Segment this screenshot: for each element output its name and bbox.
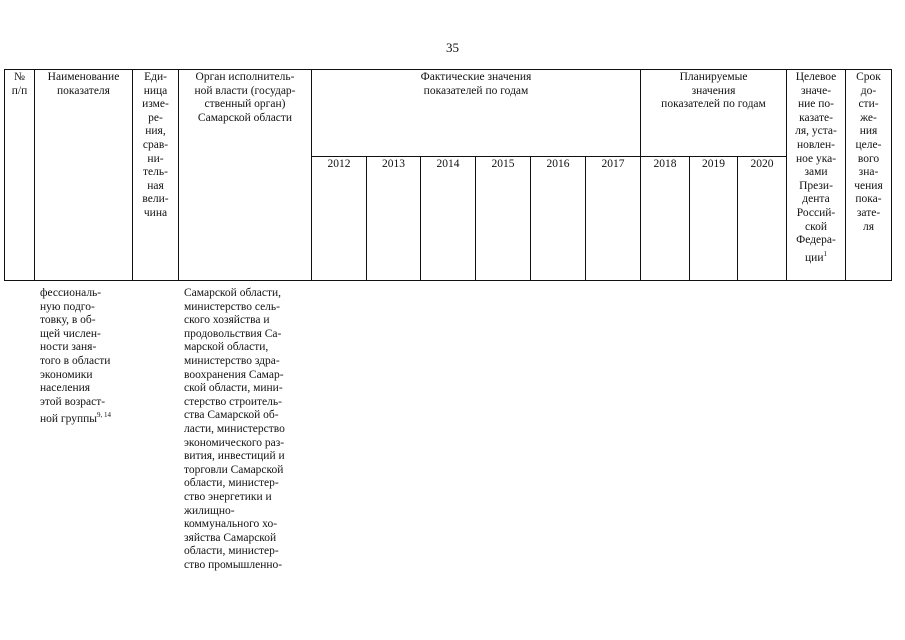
- col-divider: [34, 69, 35, 281]
- authority-cell: Самарской области, министерство сель- ского хозяйства и продовольствия Са- марской области, министерство здра- воохранения Самар- ской области, мини- стерство строитель- ства Самарской об- ласти, министерство экономического раз- вития, инвестиций и торговли Самарской области, министер- ство энергетики и жилищно- коммунального хо- зяйства Самарской области, министер- ство промышленно-: [184, 287, 285, 571]
- year-cell: 2016: [546, 158, 570, 170]
- footnote-ref: 9, 14: [97, 411, 112, 420]
- table-header: [4, 69, 892, 281]
- header-no: № п/п: [11, 71, 28, 97]
- year-divider: [530, 156, 531, 281]
- header-authority: Орган исполнитель- ной власти (государ- ственный орган) Самарской области: [194, 71, 296, 124]
- col-divider: [891, 69, 892, 281]
- header-target-value: [787, 71, 845, 279]
- year-cell: 2012: [327, 158, 351, 170]
- year-cell: 2020: [750, 158, 774, 170]
- year-cell: 2013: [382, 158, 405, 170]
- year-cell: 2019: [702, 158, 725, 170]
- year-divider: [689, 156, 690, 281]
- year-divider: [420, 156, 421, 281]
- page-number: 35: [446, 40, 459, 55]
- header-indicator-name: Наименование показателя: [47, 71, 120, 97]
- col-divider: [311, 69, 312, 281]
- year-cell: 2015: [491, 158, 515, 170]
- year-divider: [475, 156, 476, 281]
- header-unit: Еди- ница изме- ре- ния, срав- ни- тель- ная вели- чина: [142, 71, 169, 219]
- footnote-ref: 1: [823, 249, 827, 258]
- header-actual-values: Фактические значения показателей по годам: [420, 71, 532, 97]
- header-deadline: Срок до- сти- же- ния целе- вого зна- чения пока- зате- ля: [854, 71, 883, 233]
- year-cell: 2018: [653, 158, 677, 170]
- table-header-bottom-border: [4, 280, 892, 281]
- header-planned-values: Планируемые значения показателей по годам: [661, 71, 766, 111]
- header-target-text: Целевое значе- ние по- казате- ля, уста- новлен- ное ука- зами Прези- дента Россий- ской Федера- ции: [795, 71, 837, 264]
- year-divider: [366, 156, 367, 281]
- table-top-border: [4, 69, 892, 70]
- year-divider: [585, 156, 586, 281]
- indicator-name-cell: [40, 287, 132, 427]
- year-cell: 2017: [601, 158, 625, 170]
- indicator-name-text: фессиональ- ную подго- товку, в об- щей числен- ности заня- того в области экономики населения этой возраст- ной группы: [40, 287, 111, 426]
- year-cell: 2014: [436, 158, 460, 170]
- col-divider: [4, 69, 5, 281]
- year-divider: [737, 156, 738, 281]
- years-row-border: [311, 156, 786, 157]
